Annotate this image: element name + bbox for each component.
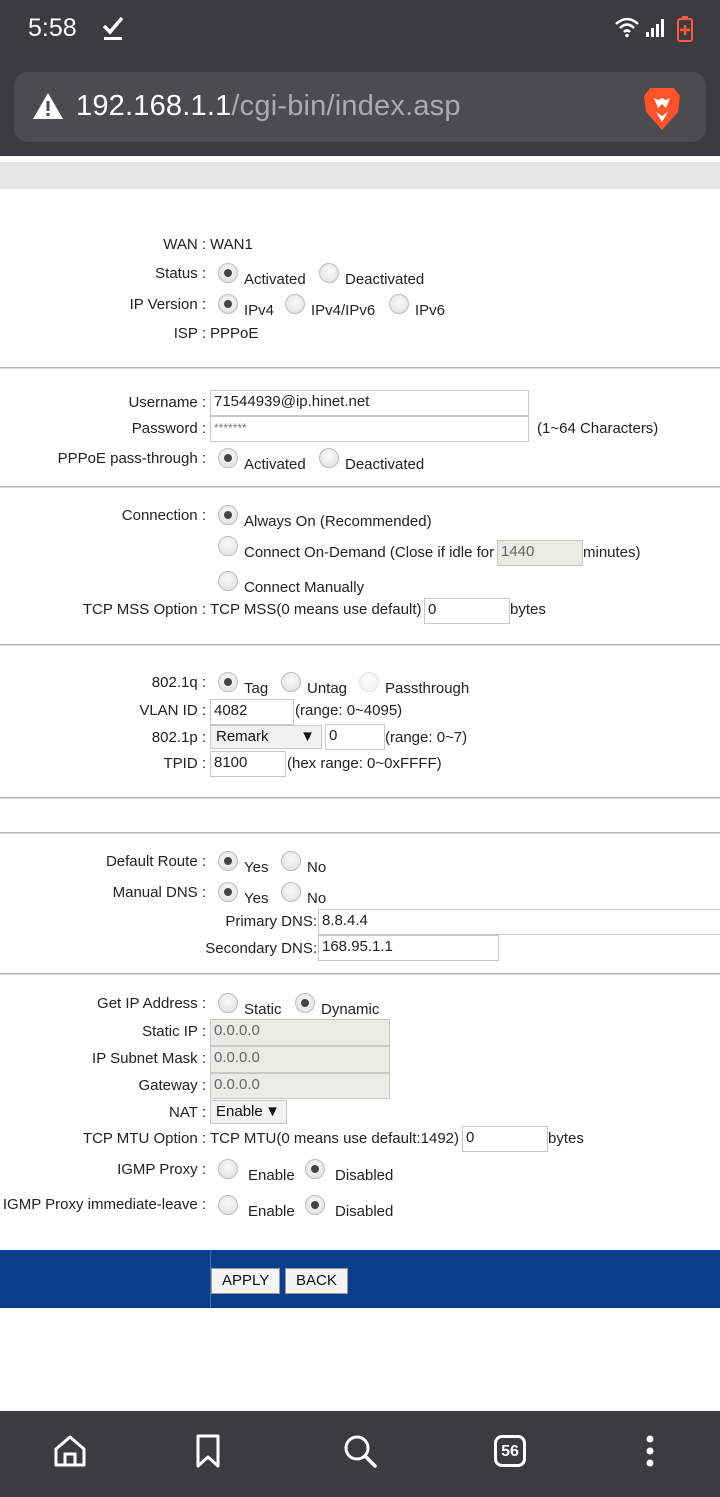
igmp-leave-enable-radio[interactable]	[218, 1195, 238, 1215]
always-on-label: Always On (Recommended)	[244, 513, 432, 530]
ipv6-radio[interactable]	[389, 294, 409, 314]
8021q-label: 802.1q :	[151, 674, 206, 691]
wifi-icon	[614, 16, 640, 38]
manual-dns-yes-label: Yes	[244, 890, 269, 907]
on-demand-label: Connect On-Demand (Close if idle for	[244, 544, 495, 561]
apply-button[interactable]: APPLY	[211, 1268, 280, 1294]
battery-saver-icon	[676, 16, 694, 42]
8021p-select[interactable]	[210, 725, 322, 749]
igmp-leave-disabled-label: Disabled	[335, 1203, 394, 1220]
chevron-down-icon: ▼	[300, 728, 315, 745]
url-path: /cgi-bin/index.asp	[231, 90, 461, 122]
divider	[0, 973, 720, 975]
isp-label: ISP :	[173, 325, 206, 342]
subnet-mask-label: IP Subnet Mask :	[92, 1050, 206, 1067]
connection-label: Connection :	[121, 507, 206, 524]
tpid-input[interactable]: 8100	[210, 751, 286, 777]
ipv4-label: IPv4	[244, 302, 275, 319]
default-route-no-radio[interactable]	[281, 851, 301, 871]
username-label: Username :	[128, 394, 206, 411]
default-route-label: Default Route :	[105, 853, 206, 870]
url-host: 192.168.1.1	[76, 90, 232, 122]
static-ip-input[interactable]: 0.0.0.0	[210, 1019, 390, 1046]
8021p-label: 802.1p :	[151, 729, 206, 746]
page-header-strip	[0, 162, 720, 189]
password-hint: (1~64 Characters)	[537, 420, 659, 437]
igmp-proxy-label: IGMP Proxy :	[117, 1161, 206, 1178]
status-activated-radio[interactable]	[218, 263, 238, 283]
tcp-mss-input[interactable]: 0	[424, 598, 510, 624]
nat-label: NAT :	[169, 1104, 206, 1121]
get-ip-label: Get IP Address :	[97, 995, 206, 1012]
status-bar	[0, 0, 720, 60]
connect-manually-label: Connect Manually	[244, 579, 365, 596]
search-icon[interactable]	[342, 1433, 378, 1469]
default-route-yes-label: Yes	[244, 859, 269, 876]
browser-bottom-bar	[0, 1411, 720, 1497]
wan-value: WAN1	[210, 236, 253, 253]
always-on-radio[interactable]	[218, 505, 238, 525]
igmp-disabled-label: Disabled	[335, 1167, 394, 1184]
8021p-input[interactable]: 0	[325, 724, 385, 750]
signal-icon	[644, 18, 666, 38]
ip-version-label: IP Version :	[129, 296, 206, 313]
tabs-count-button[interactable]: 56	[494, 1435, 526, 1467]
status-deactivated-label: Deactivated	[345, 271, 425, 288]
url-text[interactable]	[76, 90, 461, 123]
minutes-label: minutes)	[583, 544, 641, 561]
divider	[0, 367, 720, 369]
manual-dns-yes-radio[interactable]	[218, 882, 238, 902]
dynamic-ip-radio[interactable]	[295, 993, 315, 1013]
primary-dns-input[interactable]: 8.8.4.4	[318, 909, 720, 935]
action-bar	[0, 1250, 720, 1308]
pppoe-passthrough-label: PPPoE pass-through :	[57, 450, 206, 467]
password-label: Password :	[131, 420, 206, 437]
ipv4-radio[interactable]	[218, 294, 238, 314]
more-menu-icon[interactable]	[640, 1433, 660, 1469]
not-secure-warning-icon[interactable]	[32, 92, 64, 120]
divider	[0, 832, 720, 834]
default-route-no-label: No	[307, 859, 327, 876]
on-demand-radio[interactable]	[218, 536, 238, 556]
passthrough-activated-radio[interactable]	[218, 448, 238, 468]
8021p-select-value: Remark	[216, 728, 269, 745]
manual-dns-no-radio[interactable]	[281, 882, 301, 902]
8021p-range: (range: 0~7)	[385, 729, 468, 746]
tcp-mtu-bytes: bytes	[548, 1130, 584, 1147]
idle-timeout-input[interactable]: 1440	[497, 540, 583, 566]
divider	[0, 644, 720, 646]
status-label: Status :	[155, 265, 206, 282]
home-icon[interactable]	[52, 1433, 88, 1469]
static-ip-radio-label: Static	[244, 1001, 282, 1018]
manual-dns-label: Manual DNS :	[112, 884, 206, 901]
passthrough-deactivated-label: Deactivated	[345, 456, 425, 473]
back-button[interactable]: BACK	[285, 1268, 348, 1294]
gateway-label: Gateway :	[138, 1077, 206, 1094]
igmp-enable-label: Enable	[248, 1167, 295, 1184]
secondary-dns-input[interactable]: 168.95.1.1	[318, 935, 499, 961]
password-input[interactable]: *******	[210, 416, 529, 442]
isp-value: PPPoE	[210, 325, 259, 342]
divider	[0, 797, 720, 799]
igmp-enable-radio[interactable]	[218, 1159, 238, 1179]
secondary-dns-label: Secondary DNS:	[205, 940, 317, 957]
passthrough-activated-label: Activated	[244, 456, 306, 473]
chevron-down-icon: ▼	[265, 1103, 280, 1120]
static-ip-radio[interactable]	[218, 993, 238, 1013]
igmp-leave-label: IGMP Proxy immediate-leave :	[2, 1196, 206, 1213]
ipv6-label: IPv6	[415, 302, 446, 319]
tcp-mss-text: TCP MSS(0 means use default)	[210, 601, 422, 618]
action-bar-left-cell	[0, 1250, 211, 1308]
passthrough-deactivated-radio[interactable]	[319, 448, 339, 468]
passthrough-radio[interactable]	[359, 672, 379, 692]
nat-select[interactable]	[210, 1100, 287, 1124]
ipv4v6-radio[interactable]	[285, 294, 305, 314]
brave-shields-icon[interactable]	[642, 86, 682, 132]
connect-manually-radio[interactable]	[218, 571, 238, 591]
gateway-input[interactable]: 0.0.0.0	[210, 1073, 390, 1099]
tpid-label: TPID :	[163, 755, 206, 772]
tag-label: Tag	[244, 680, 269, 697]
igmp-disabled-radio[interactable]	[305, 1159, 325, 1179]
bookmark-icon[interactable]	[194, 1433, 222, 1469]
vlan-id-input[interactable]: 4082	[210, 699, 294, 725]
static-ip-label: Static IP :	[142, 1023, 206, 1040]
dynamic-ip-radio-label: Dynamic	[321, 1001, 380, 1018]
subnet-mask-input[interactable]: 0.0.0.0	[210, 1046, 390, 1073]
default-route-yes-radio[interactable]	[218, 851, 238, 871]
passthrough-label: Passthrough	[385, 680, 470, 697]
divider	[0, 486, 720, 488]
tpid-range: (hex range: 0~0xFFFF)	[287, 755, 442, 772]
nat-select-value: Enable	[216, 1103, 263, 1120]
igmp-leave-enable-label: Enable	[248, 1203, 295, 1220]
manual-dns-no-label: No	[307, 890, 327, 907]
ipv4v6-label: IPv4/IPv6	[311, 302, 376, 319]
untag-label: Untag	[307, 680, 348, 697]
status-time: 5:58	[28, 14, 77, 42]
tcp-mtu-label: TCP MTU Option :	[82, 1130, 206, 1147]
vlan-id-range: (range: 0~4095)	[295, 702, 403, 719]
vlan-id-label: VLAN ID :	[139, 702, 206, 719]
status-activated-label: Activated	[244, 271, 306, 288]
untag-radio[interactable]	[281, 672, 301, 692]
tag-radio[interactable]	[218, 672, 238, 692]
wan-label: WAN :	[163, 236, 206, 253]
tcp-mss-bytes: bytes	[510, 601, 546, 618]
tcp-mtu-text: TCP MTU(0 means use default:1492)	[210, 1130, 460, 1147]
tcp-mss-label: TCP MSS Option :	[82, 601, 206, 618]
download-complete-icon	[100, 12, 126, 42]
igmp-leave-disabled-radio[interactable]	[305, 1195, 325, 1215]
tcp-mtu-input[interactable]: 0	[462, 1126, 548, 1152]
primary-dns-label: Primary DNS:	[225, 913, 317, 930]
username-input[interactable]: 71544939@ip.hinet.net	[210, 390, 529, 416]
status-deactivated-radio[interactable]	[319, 263, 339, 283]
